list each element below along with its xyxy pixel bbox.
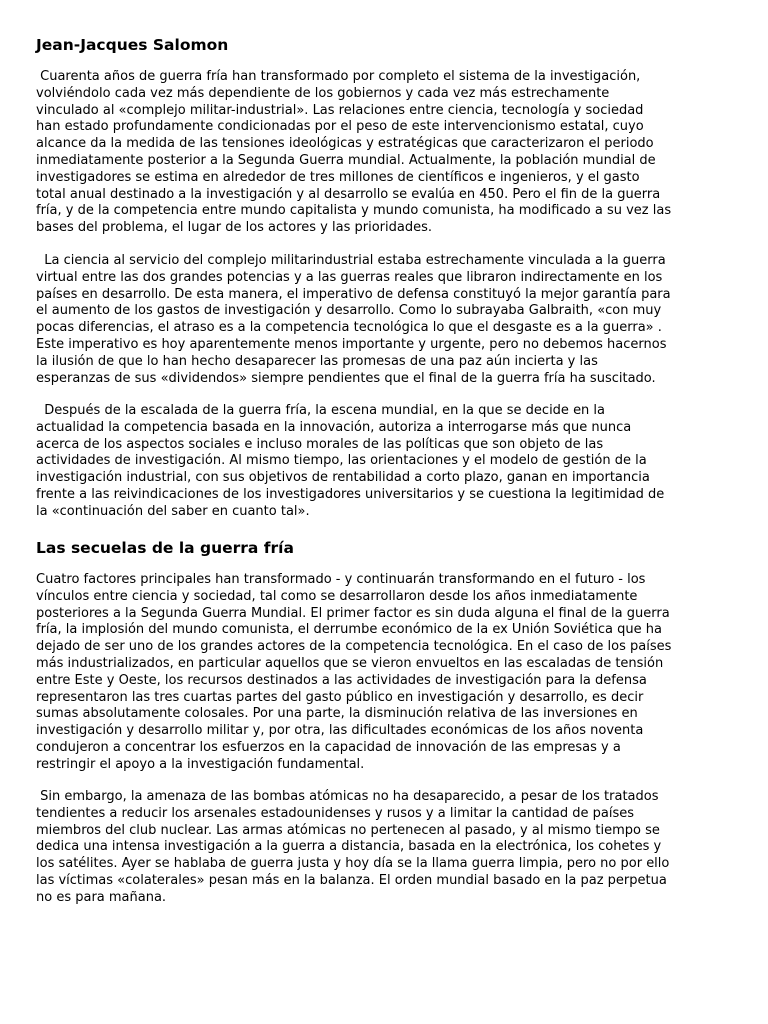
text-line: pocas diferencias, el atraso es a la competencia tecnológica lo que el desgaste es a la guerra» . <box>36 320 662 336</box>
paragraph-1 <box>36 69 736 237</box>
text-line: total anual destinado a la investigación y al desarrollo se evalúa en 450. Pero el fin de la guerra <box>36 186 661 202</box>
text-line: vinculado al «complejo militar-industrial». Las relaciones entre ciencia, tecnología y sociedad <box>36 102 644 118</box>
text-line: restringir el apoyo a la investigación fundamental. <box>36 756 365 772</box>
text-line: inmediatamente posterior a la Segunda Guerra mundial. Actualmente, la población mundial de <box>36 152 656 168</box>
paragraph-5 <box>36 789 736 907</box>
text-line: vínculos entre ciencia y sociedad, tal como se desarrollaron desde los años inmediatamente <box>36 588 638 604</box>
text-line: no es para mañana. <box>36 889 167 905</box>
text-line: la ilusión de que lo han hecho desaparecer las promesas de una paz aún incierta y las <box>36 353 598 369</box>
text-line: representaron las tres cuartas partes del gasto público en investigación y desarrollo, es decir <box>36 689 644 705</box>
text-line: actualidad la competencia basada en la innovación, autoriza a interrogarse más que nunca <box>36 419 632 435</box>
text-line: frente a las reivindicaciones de los investigadores universitarios y se cuestiona la legitimidad de <box>36 486 665 502</box>
text-line: volviéndolo cada vez más dependiente de los gobiernos y cada vez más estrechamente <box>36 85 610 101</box>
text-line: Cuarenta años de guerra fría han transformado por completo el sistema de la investigación, <box>36 69 641 84</box>
text-line: más industrializados, en particular aquellos que se vieron envueltos en las escaladas de tensión <box>36 655 664 671</box>
text-line: Cuatro factores principales han transformado - y continuarán transformando en el futuro - los <box>36 572 646 587</box>
text-line: dedica una intensa investigación a la guerra a distancia, basada en la electrónica, los cohetes y <box>36 839 662 855</box>
text-line: sumas absolutamente colosales. Por una parte, la disminución relativa de las inversiones en <box>36 706 638 722</box>
text-line: Sin embargo, la amenaza de las bombas atómicas no ha desaparecido, a pesar de los tratados <box>36 789 659 804</box>
text-line: el aumento de los gastos de investigación y desarrollo. Como lo subrayaba Galbraith, «con muy <box>36 303 662 319</box>
document-title: Jean-Jacques Salomon <box>36 36 229 54</box>
text-line: actividades de investigación. Al mismo tiempo, las orientaciones y el modelo de gestión de la <box>36 453 647 469</box>
text-line: condujeron a concentrar los esfuerzos en la capacidad de innovación de las empresas y a <box>36 739 621 755</box>
text-line: Después de la escalada de la guerra fría, la escena mundial, en la que se decide en la <box>36 403 606 418</box>
text-line: han estado profundamente condicionadas por el peso de este intervencionismo estatal, cuyo <box>36 119 644 135</box>
text-line: dejado de ser uno de los grandes actores de la competencia tecnológica. En el caso de los países <box>36 639 672 655</box>
paragraph-2 <box>36 253 736 387</box>
text-line: entre Este y Oeste, los recursos destinados a las actividades de investigación para la defensa <box>36 672 647 688</box>
text-line: fría, la implosión del mundo comunista, el derrumbe económico de la ex Unión Soviética que ha <box>36 622 662 638</box>
text-line: investigación y desarrollo militar y, por otra, las dificultades económicas de los años noventa <box>36 723 644 739</box>
text-line: virtual entre las dos grandes potencias y a las guerras reales que libraron indirectamente en los <box>36 269 663 285</box>
text-line: La ciencia al servicio del complejo militarindustrial estaba estrechamente vinculada a la guerra <box>36 253 666 268</box>
text-line: investigación industrial, con sus objetivos de rentabilidad a corto plazo, ganan en importancia <box>36 470 650 486</box>
text-line: los satélites. Ayer se hablaba de guerra justa y hoy día se la llama guerra limpia, pero no por ello <box>36 856 670 872</box>
section-heading: Las secuelas de la guerra fría <box>36 539 294 557</box>
text-line: las víctimas «colaterales» pesan más en la balanza. El orden mundial basado en la paz perpetua <box>36 872 667 888</box>
text-line: alcance da la medida de las tensiones ideológicas y estratégicas que caracterizaron el periodo <box>36 136 654 152</box>
text-line: países en desarrollo. De esta manera, el imperativo de defensa constituyó la mejor garantía para <box>36 286 671 302</box>
text-line: investigadores se estima en alrededor de tres millones de científicos e ingenieros, y el gasto <box>36 169 640 185</box>
text-line: acerca de los aspectos sociales e incluso morales de las políticas que son objeto de las <box>36 436 604 452</box>
text-line: la «continuación del saber en cuanto tal». <box>36 503 310 519</box>
text-line: posteriores a la Segunda Guerra Mundial. El primer factor es sin duda alguna el final de la guerra <box>36 605 670 621</box>
text-line: tendientes a reducir los arsenales estadounidenses y rusos y a limitar la cantidad de países <box>36 805 635 821</box>
text-line: fría, y de la competencia entre mundo capitalista y mundo comunista, ha modificado a su vez las <box>36 203 672 219</box>
text-line: bases del problema, el lugar de los actores y las prioridades. <box>36 220 432 236</box>
paragraph-4 <box>36 572 736 774</box>
paragraph-3 <box>36 403 736 521</box>
text-line: miembros del club nuclear. Las armas atómicas no pertenecen al pasado, y al mismo tiempo se <box>36 822 660 838</box>
text-line: Este imperativo es hoy aparentemente menos importante y urgente, pero no debemos hacernos <box>36 336 667 352</box>
text-line: esperanzas de sus «dividendos» siempre pendientes que el final de la guerra fría ha suscitado. <box>36 370 656 386</box>
